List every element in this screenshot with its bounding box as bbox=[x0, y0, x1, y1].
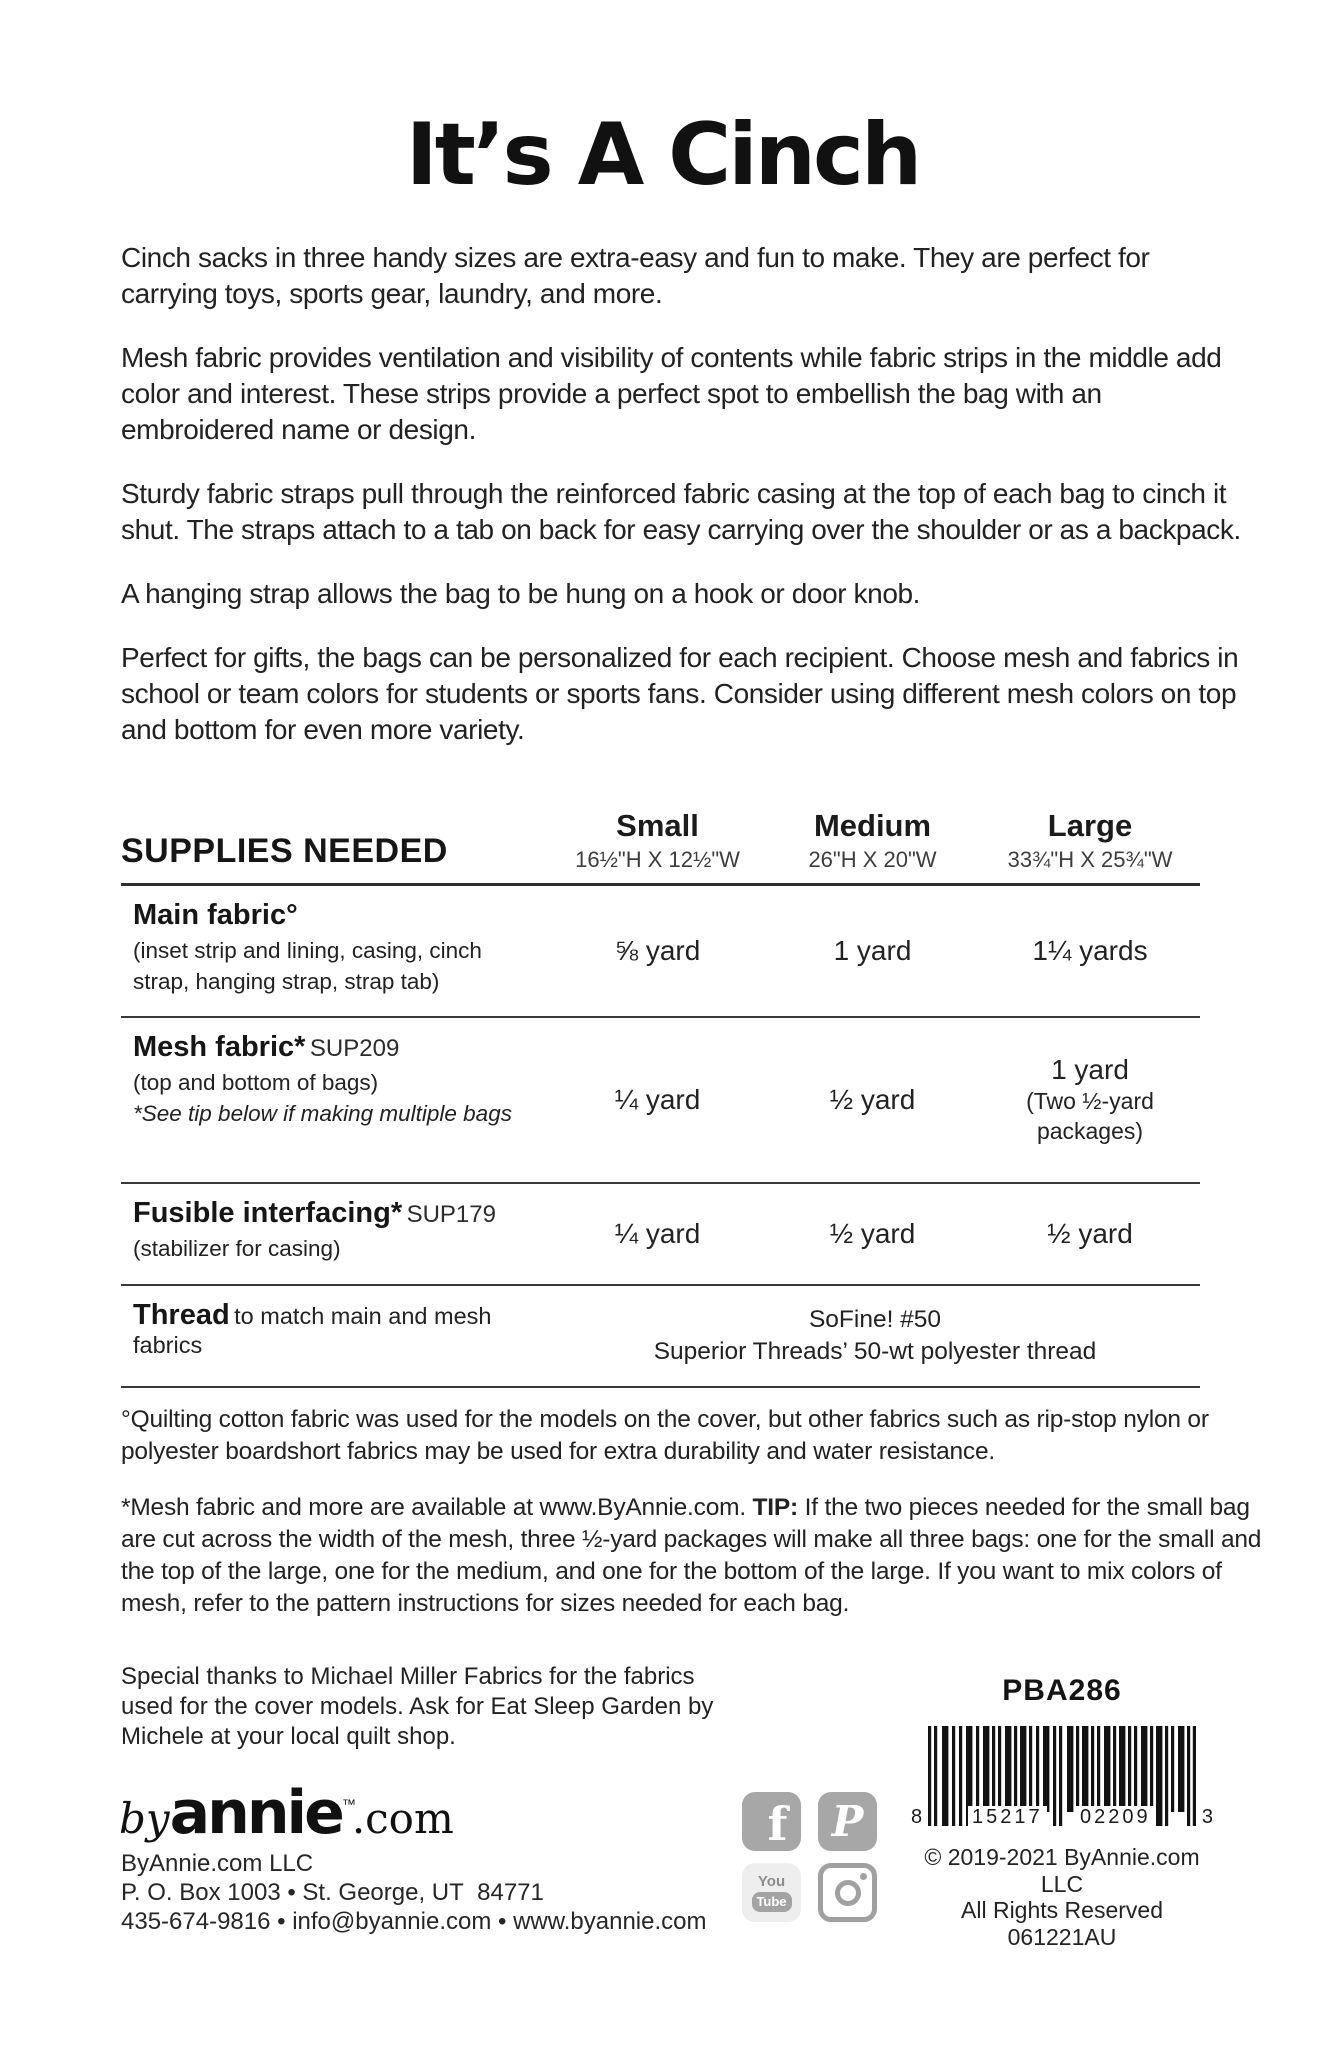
item-name: Mesh fabric* bbox=[133, 1031, 306, 1063]
youtube-icon bbox=[742, 1863, 801, 1922]
size-dimensions: 16½"H X 12½"W bbox=[575, 847, 740, 872]
row-label bbox=[121, 1184, 550, 1284]
item-description: (stabilizer for casing) bbox=[133, 1236, 341, 1261]
cell-small: ¼ yard bbox=[614, 1218, 701, 1249]
paragraph: Perfect for gifts, the bags can be personalized for each recipient. Choose mesh and fabrics in school or team colors for students or sports fans. Consider using different mesh colors on top and bottom for even more variety. bbox=[121, 642, 1239, 745]
facebook-glyph: f bbox=[767, 1796, 788, 1851]
row-label bbox=[121, 1018, 550, 1182]
instagram-lens bbox=[835, 1880, 861, 1906]
thread-value bbox=[550, 1286, 1200, 1386]
copyright-line-1: © 2019-2021 ByAnnie.com LLC bbox=[924, 1844, 1200, 1897]
cell-medium: ½ yard bbox=[829, 1218, 916, 1249]
cell-large: 1¼ yards bbox=[1032, 935, 1148, 966]
cell-large-note: (Two ½-yard packages) bbox=[1026, 1088, 1154, 1144]
cell-large: 1 yard (Two ½-yard packages) bbox=[980, 1018, 1200, 1182]
company-info bbox=[121, 1850, 707, 1937]
barcode-block bbox=[912, 1674, 1212, 1950]
byannie-logo bbox=[119, 1778, 454, 1848]
item-description: to match main and mesh fabrics bbox=[133, 1303, 492, 1358]
copyright bbox=[912, 1844, 1212, 1950]
cell-medium: 1 yard bbox=[833, 935, 912, 966]
item-name: Fusible interfacing* bbox=[133, 1197, 403, 1229]
youtube-tube-label: Tube bbox=[756, 1894, 787, 1909]
table-row-main-fabric bbox=[121, 886, 1200, 1018]
company-contact: 435-674-9816 • info@byannie.com • www.byannie.com bbox=[121, 1908, 707, 1935]
youtube-tube-badge bbox=[752, 1892, 792, 1912]
copyright-line-2: All Rights Reserved bbox=[961, 1897, 1163, 1923]
trademark-symbol: ™ bbox=[341, 1795, 356, 1812]
size-name: Small bbox=[616, 808, 699, 844]
barcode-right-digit: 3 bbox=[1201, 1806, 1213, 1828]
company-name: ByAnnie.com LLC bbox=[121, 1850, 314, 1877]
cell-large: ½ yard bbox=[1047, 1218, 1133, 1249]
product-code: PBA286 bbox=[1002, 1674, 1122, 1707]
pinterest-glyph: P bbox=[831, 1797, 864, 1846]
size-column-large bbox=[980, 808, 1200, 873]
row-label bbox=[121, 886, 550, 1016]
barcode-group-2: 02209 bbox=[1076, 1806, 1155, 1829]
logo-annie: annie bbox=[169, 1778, 342, 1848]
thread-line-1: SoFine! #50 bbox=[808, 1306, 942, 1333]
cell-medium: ½ yard bbox=[829, 1084, 916, 1115]
table-row-mesh-fabric bbox=[121, 1018, 1200, 1184]
cell-small: ⅝ yard bbox=[614, 935, 701, 966]
footnote-mesh: *Mesh fabric and more are available at www.ByAnnie.com. TIP: If the two pieces needed for the small bag are cut across the width of the mesh, three ½-yard packages will make all three bags: one for the small and the top of the large, one for the medium, and one for the bottom of the large. If you want to mix colors of mesh, refer to the pattern instructions for sizes needed for each bag. bbox=[121, 1494, 1262, 1617]
company-address: P. O. Box 1003 • St. George, UT 84771 bbox=[121, 1879, 544, 1906]
size-dimensions: 26"H X 20"W bbox=[808, 847, 937, 872]
paragraph: Mesh fabric provides ventilation and visibility of contents while fabric strips in the middle add color and interest. These strips provide a perfect spot to embellish the bag with an embroidered name or design. bbox=[121, 342, 1222, 445]
thread-line-2: Superior Threads’ 50-wt polyester thread bbox=[653, 1338, 1097, 1365]
logo-com: .com bbox=[351, 1794, 454, 1843]
barcode-left-digit: 8 bbox=[911, 1806, 923, 1828]
size-name: Large bbox=[1047, 808, 1133, 844]
footnote-quilting: °Quilting cotton fabric was used for the models on the cover, but other fabrics such as rip-stop nylon or polyester boardshort fabrics may be used for extra durability and water resistance. bbox=[121, 1406, 1209, 1465]
supplies-heading: SUPPLIES NEEDED bbox=[121, 832, 448, 870]
paragraph: A hanging strap allows the bag to be hung on a hook or door knob. bbox=[121, 578, 921, 609]
logo-by: by bbox=[119, 1794, 170, 1843]
youtube-you-label: You bbox=[757, 1872, 786, 1890]
instagram-icon bbox=[818, 1863, 877, 1922]
size-dimensions: 33¾"H X 25¾"W bbox=[1007, 847, 1173, 872]
item-name: Thread bbox=[133, 1299, 230, 1331]
instagram-flash-dot bbox=[860, 1873, 867, 1880]
item-description: (inset strip and lining, casing, cinch strap, hanging strap, strap tab) bbox=[133, 938, 482, 994]
page-title: It’s A Cinch bbox=[405, 105, 920, 205]
item-code: SUP179 bbox=[406, 1201, 496, 1228]
barcode-group-1: 15217 bbox=[968, 1806, 1047, 1829]
item-code: SUP209 bbox=[309, 1035, 400, 1062]
social-icons bbox=[742, 1792, 877, 1922]
copyright-line-3: 061221AU bbox=[1007, 1923, 1117, 1950]
item-description: (top and bottom of bags) bbox=[133, 1070, 379, 1095]
table-row-thread bbox=[121, 1286, 1200, 1388]
facebook-icon bbox=[742, 1792, 801, 1851]
size-column-small bbox=[550, 808, 765, 873]
pinterest-icon bbox=[818, 1792, 877, 1851]
paragraph: Cinch sacks in three handy sizes are extra-easy and fun to make. They are perfect for carrying toys, sports gear, laundry, and more. bbox=[121, 242, 1150, 309]
table-row-fusible-interfacing bbox=[121, 1184, 1200, 1286]
special-thanks: Special thanks to Michael Miller Fabrics for the fabrics used for the cover models. Ask for Eat Sleep Garden by Michele at your local quilt shop. bbox=[121, 1663, 714, 1750]
row-label bbox=[121, 1286, 550, 1386]
intro-paragraphs bbox=[121, 240, 1251, 776]
tip-label: TIP: bbox=[752, 1494, 799, 1521]
supplies-table bbox=[121, 780, 1200, 1388]
supplies-table-header bbox=[121, 780, 1200, 886]
size-name: Medium bbox=[813, 808, 932, 844]
size-column-medium bbox=[765, 808, 980, 873]
paragraph: Sturdy fabric straps pull through the reinforced fabric casing at the top of each bag to cinch it shut. The straps attach to a tab on back for easy carrying over the shoulder or as a backpack. bbox=[121, 478, 1241, 545]
footnotes bbox=[121, 1404, 1286, 1644]
item-note: *See tip below if making multiple bags bbox=[133, 1101, 512, 1126]
barcode bbox=[911, 1726, 1213, 1828]
item-name: Main fabric° bbox=[133, 899, 298, 931]
cell-small: ¼ yard bbox=[614, 1084, 701, 1115]
